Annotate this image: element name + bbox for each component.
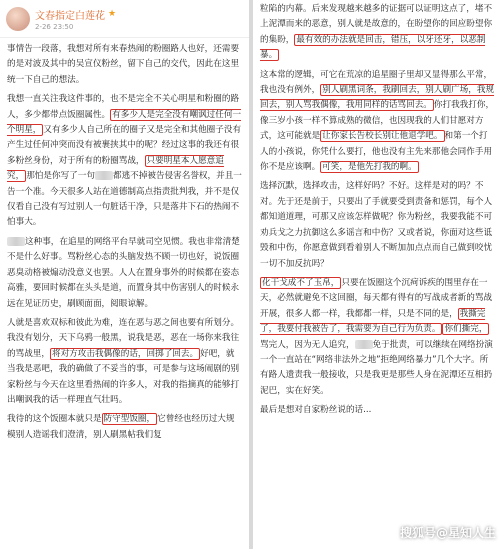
highlight-box: 只要明星本人愿意追究， bbox=[7, 155, 224, 182]
highlight-box: 将对方攻击我偶像的话，回掷了回去。 bbox=[51, 348, 199, 359]
blurred-text bbox=[95, 171, 113, 180]
highlight-box: 让你家长告校长别让他退学吧。 bbox=[322, 131, 443, 142]
author-name[interactable]: 文春指定白莲花 bbox=[35, 10, 105, 22]
post-body-left bbox=[0, 38, 249, 451]
highlight-box: 最有效的办法就是回击，错压，以牙还牙，以恶制暴。 bbox=[260, 34, 486, 61]
sohu-watermark: 搜狐号@星知人生 bbox=[399, 526, 496, 540]
paragraph: 人就是喜欢双标和彼此为难，连在恶与恶之间也要有所划分。我没有划分，天下乌鸦一般黑，说我是恶，恶在一场你来我往的骂战里， 将对方攻击我偶像的话，回掷了回去。 好吧，就当我是恶吧，我的确做了不妥当的事，可是参与这场闹剧的别家粉丝与今天在这里看热闹的许多人，对我的指摘真的能够打出嘲讽我的话一样理直气壮吗。 bbox=[7, 317, 240, 405]
highlight-box: 化干戈成不了玉帛， bbox=[262, 277, 340, 288]
highlight-box: 有多少人是完全没有嘲讽过任何一个明星， bbox=[7, 109, 242, 136]
paragraph: 粒陷的内幕。后来发现越来越多的证据可以证明这点了，堵不上泥潭而来的恶意，别人就是故意的，在盼望你的回应盼望你的集盼， 最有效的办法就是回击，错压，以牙还牙，以恶制暴。 bbox=[260, 4, 493, 61]
blurred-text bbox=[355, 340, 373, 349]
highlight-box: 你们撕完， bbox=[444, 324, 488, 335]
highlight-box: 防守型饭圈， bbox=[103, 414, 156, 425]
verified-badge-icon: ★ bbox=[108, 9, 117, 19]
paragraph: 最后是想对自家粉丝说的话... bbox=[260, 405, 372, 416]
blurred-text bbox=[7, 237, 25, 246]
paragraph: 这本常的逻辑，可它在荒凉的追星圈子里却又显得那么平常，我也没有例外， 别人刷黑词条，我刷回去，别人刷广场，我规回去，别人骂我偶像，我用同样的话骂回去。 你打我我打你，像三岁小孩一样不算成熟的微信，也因现我的人们甘愿对方式，这可能就是 让你家长告校长别让他退学吧。 和第一个打人的小孩说，你凭什么要打，他也没有主先来那他会同作手用你不是应该啊。 可笑，是他先打我的啊。 bbox=[260, 69, 495, 173]
paragraph: 选择沉默，选择攻击，这样好吗？不好。这样是对的吗？不对。先于还是前于，只要出了手就要受到责备和惩罚，每个人都知道道理，可那又应该怎样做呢？你为粉丝，我要我能不可劝兵戈之力抗御这么多谣言和中伤？又或者说，你面对这些诋毁和中伤，你愿意做到看着别人不断加加点点而自己做到咬忧一切不加反抗吗？ bbox=[260, 181, 493, 269]
author-meta bbox=[35, 7, 118, 31]
paragraph: 事情告一段落，我想对所有来春热闹的粉圈路人也好，还需要的是对波及其中的吴宣仪粉丝，留下自己的交代，因此在这里统一下自己的想法。 bbox=[7, 44, 240, 85]
post-header bbox=[0, 0, 249, 38]
paragraph: 我待的这个饭圈本就只是 防守型饭圈， 它曾经也经历过大规模别人造谣我们澄清，别人刷黑帖我们复 bbox=[7, 414, 235, 440]
paragraph: 这种事，在追星的网络平台早就司空见惯。我也非常清楚不是什么好事。骂粉丝心态的头脑发热不顾一切也好，说饭圈恶臭动格被煽动没意义也罢。人人在置身事外的时候都在姿态高雅，要回时候都在头头是道，而置身其中伤害别人的时候永远在见证历史，刷顾面面，阅眼谅解。 bbox=[7, 236, 240, 309]
post-body-right bbox=[253, 0, 502, 427]
post-time: 2-26 23:50 bbox=[35, 22, 74, 31]
left-screenshot-panel bbox=[0, 0, 249, 549]
highlight-box: 别人刷黑词条，我刷回去，别人刷广场，我规回去，别人骂我偶像，我用同样的话骂回去。 bbox=[260, 85, 495, 111]
author-avatar[interactable] bbox=[6, 7, 30, 31]
paragraph: 化干戈成不了玉帛， 只要在饭圈这个沉疴诉疾的围里存在一天，必然就避免不这回圈，每天都有得有的写战成者新的骂战开展，很多人都一样，我都都一样，只是不同的是， 我撕完了，我要付我被告了，我需要为自己行为负责。 你们撕完，骂完人，因为无人追究， 免于批责，可以继续在网络扮演一个一直站在“网络非法外之地”拒绝网络暴力”几个大字。所有路人遗责我一般接收，只是我更是那些人身在泥潭还互相扔泥巴，实在好笑。 bbox=[260, 277, 493, 396]
right-screenshot-panel bbox=[253, 0, 502, 549]
highlight-box: 可笑，是他先打我的啊。 bbox=[322, 162, 417, 173]
paragraph: 我想一直关注我这件事的，也不是完全不关心明星和粉圈的路人，多少都带点饭圈属性。 有多少人是完全没有嘲讽过任何一个明星， 又有多少人自己所在的圈子又是完全和其他圈子没有产生过任何冲突而没有被裹挟其中的呢？经过这事的我还有很多粉丝身份，对于所有的粉圈骂战， 只要明星本人愿意追究， 那怕是你写了一句 都逃不掉被告侵害名誉权，并且一告一个准。今天很多人站在道德制高点指责批判我，并不是仅仅看自己没有写过别人一句脏话干净，只是落井下石的热闹不怕事大。 bbox=[7, 94, 242, 228]
highlight-box: 我撕完了，我要付我被告了，我需要为自己行为负责。 bbox=[260, 308, 486, 335]
